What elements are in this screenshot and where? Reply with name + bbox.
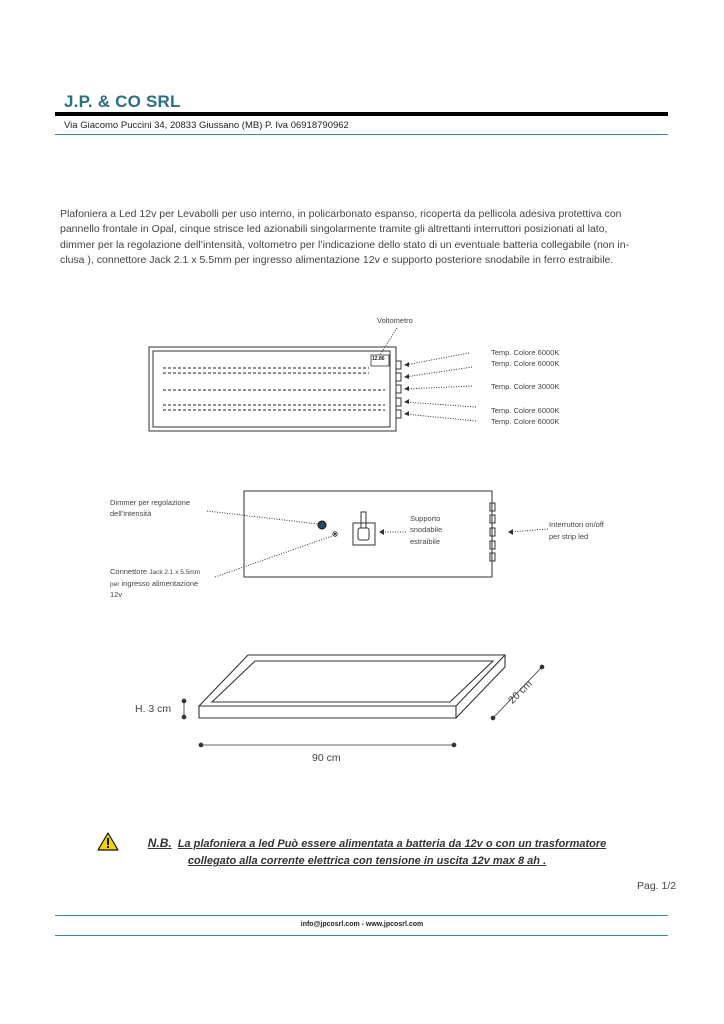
connector-label-input: ingresso alimentazione — [121, 579, 199, 588]
connector-label-main: Connettore — [110, 567, 148, 576]
height-dimension: H. 3 cm — [135, 703, 172, 715]
connector-label-2 — [110, 578, 198, 590]
note-heading: N.B. — [147, 836, 172, 850]
isometric-drawing — [182, 655, 544, 747]
support-label-3: estraibile — [410, 537, 441, 546]
page-number: Pag. 1/2 — [637, 880, 677, 892]
temp-label-2: Temp. Colore 6000K — [491, 359, 560, 368]
temp-label-5: Temp. Colore 6000K — [491, 417, 560, 426]
support-label: Supporto — [410, 514, 441, 523]
description-line: clusa ), connettore Jack 2.1 x 5.5mm per ingresso alimentazione 12v e supporto posteriore snodabile in ferro estraibile. — [60, 254, 614, 267]
description-line: Plafoniera a Led 12v per Levabolli per uso interno, in policarbonato espanso, ricoperta da pellicola adesiva protettiva con — [60, 208, 622, 220]
footer-contacts: info@jpcosrl.com - www.jpcosrl.com — [300, 921, 424, 928]
width-dimension: 90 cm — [312, 752, 341, 764]
note-line-2: collegato alla corrente elettrica con tensione in uscita 12v max 8 ah . — [187, 855, 547, 867]
connector-label — [110, 566, 200, 578]
connector-label-3: 12v — [110, 590, 123, 599]
temp-label-4: Temp. Colore 6000K — [491, 406, 560, 415]
footer-rule-top — [55, 915, 668, 916]
company-address: Via Giacomo Puccini 34, 20833 Giussano (MB) P. Iva 06918790962 — [64, 120, 349, 131]
footer-rule-bottom — [55, 935, 668, 936]
voltmeter-label: Voltometro — [377, 316, 413, 325]
note-text-1: La plafoniera a led Può essere alimentata a batteria da 12v o con un trasformatore — [177, 838, 607, 850]
connector-label-per: per — [110, 581, 120, 588]
dimmer-label: Dimmer per regolazione — [110, 498, 191, 507]
voltmeter-reading: 12.86 — [372, 356, 385, 362]
company-name: J.P. & CO SRL — [64, 92, 181, 111]
description-line: dimmer per la regolazione dell’intensità, voltometro per l’indicazione dello stato di un eventuale batteria collegabile (non in- — [60, 238, 630, 251]
temp-label-3: Temp. Colore 3000K — [491, 382, 560, 391]
depth-dimension: 20 cm — [506, 677, 535, 707]
note-box — [0, 835, 724, 870]
dimmer-label-2: dell’intensità — [110, 509, 152, 518]
temp-label-1: Temp. Colore 6000K — [491, 348, 560, 357]
back-view-drawing — [207, 491, 548, 577]
switches-label: Interruttori on/off — [549, 520, 604, 529]
note-line-1 — [0, 835, 724, 853]
front-view-drawing — [149, 328, 476, 431]
support-label-2: snodabile — [410, 525, 443, 534]
description-line: pannello frontale in Opal, cinque strisce led azionabili singolarmente tramite gli altrettanti interruttori posizionati al lato, — [60, 223, 608, 236]
connector-label-spec: Jack 2.1 x 5.5mm — [149, 569, 201, 576]
switches-label-2: per strip led — [549, 532, 589, 541]
